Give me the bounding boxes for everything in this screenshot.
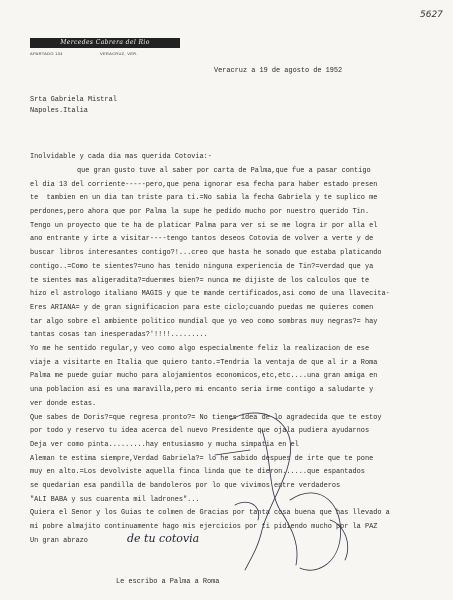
body-line: contigo..=Como te sientes?=uno has tenido ninguna experiencia de Tin?=verdad que ya <box>30 263 374 271</box>
body-line: Deja ver como pinta.........hay entusiasmo y mucha simpatia en el <box>30 441 299 449</box>
body-line: Tengo un proyecto que te ha de platicar Palma para ver si se me logra ir por alla el <box>30 222 378 230</box>
body-line: muy en alto.=Los devolviste aquella finca linda que te dieron......que espantados <box>30 468 365 476</box>
body-line: ver donde estas. <box>30 400 97 408</box>
body-line: se quedarian esa pandilla de bandoleros por lo que vivimos entre verdaderos <box>30 482 341 490</box>
body-line: hizo el astrologo italiano MAGIS y que te mande certificados,asi como de una llavecita- <box>30 290 390 298</box>
body-line: Yo me he sentido regular,y veo como algo especialmente feliz la realizacion de ese <box>30 345 370 353</box>
body-line: perdones,pero ahora que por Palma la supe he pedido mucho por nuestro querido Tin. <box>30 208 370 216</box>
body-line: Aleman te estima siempre,Verdad Gabriela?= lo he sabido despues de irte que te pone <box>30 455 374 463</box>
postscript: Le escribo a Palma a Roma <box>116 578 220 586</box>
closing-line: Un gran abrazo <box>30 537 88 545</box>
body-line: Eres ARIANA= y de gran significacion para este ciclo;cuando puedas me quieres comen <box>30 304 374 312</box>
letterhead-name: Mercedes Cabrera del Rio <box>30 38 180 48</box>
letterhead-city: VERACRUZ, VER. <box>100 51 138 56</box>
body-line: una poblacion asi es una maravilla,pero mi encanto seria irme contigo a saludarte y <box>30 386 374 394</box>
body-line: Que sabes de Doris?=que regresa pronto?= No tienes idea de lo agradecida que te estoy <box>30 414 382 422</box>
body-line: viaje a visitarte en Italia que quiero tanto.=Tendria la ventaja de que al ir a Roma <box>30 359 378 367</box>
body-line: buscar libros interesantes contigo?!...creo que hasta he sonado que estaba platicando <box>30 249 382 257</box>
date-line: Veracruz a 19 de agosto de 1952 <box>214 67 343 75</box>
body-line: Quiera el Senor y los Guias te colmen de Gracias por tanta cosa buena que has llevado a <box>30 509 390 517</box>
body-line: que gran gusto tuve al saber por carta de Palma,que fue a pasar contigo <box>77 167 371 175</box>
body-line: "ALI BABA y sus cuarenta mil ladrones"... <box>30 496 200 504</box>
body-line: te tambien en un dia tan triste para ti.=No sabia la fecha Gabriela y te suplico me <box>30 194 378 202</box>
letterhead-address: APARTADO 134 <box>30 51 63 56</box>
archive-number: 5627 <box>420 10 443 20</box>
handwritten-signature: de tu cotovia <box>127 532 200 545</box>
body-line: Palma me puede guiar mucho para alojamientos economicos,etc,etc....una gran amiga en <box>30 372 378 380</box>
body-line: el dia 13 del corriente-----pero,que pena ignorar esa fecha para haber estado presen <box>30 181 378 189</box>
body-line: tantas cosas tan inesperadas?'!!!!......... <box>30 331 208 339</box>
body-line: tar algo sobre el ambiente politico mundial que yo veo como sombras muy negras?= hay <box>30 318 378 326</box>
salutation: Inolvidable y cada dia mas querida Cotovia:- <box>30 153 212 161</box>
body-line: ano entrante y irte a visitar----tengo tantos deseos Cotovia de volver a verte y de <box>30 235 374 243</box>
recipient-name: Srta Gabriela Mistral <box>30 96 117 104</box>
body-line: mi pobre almajito continuamente hago mis ejercicios por ti pidiendo mucho por la PAZ <box>30 523 378 531</box>
recipient-location: Napoles.Italia <box>30 107 88 115</box>
body-line: por todo y reservo tu idea acerca del nuevo Presidente que ojala pudiera ayudarnos <box>30 427 370 435</box>
body-line: te sientes mas aligeradita?=duermes bien?= nunca me dijiste de los calculos que te <box>30 277 370 285</box>
